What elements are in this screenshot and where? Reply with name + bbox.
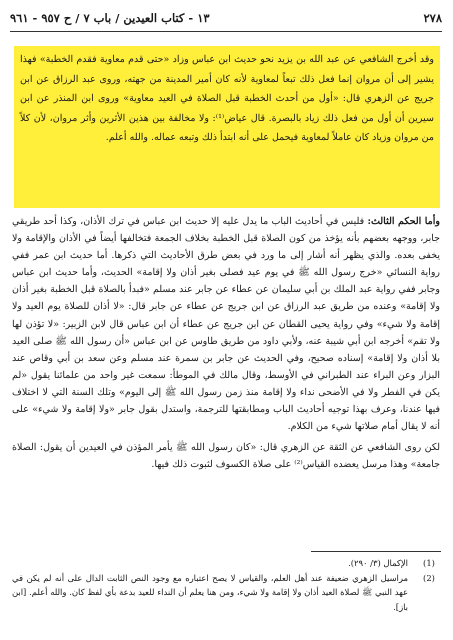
footnote-text: الإكمال (٣/ ٢٩٠). <box>348 558 408 568</box>
running-title: ١٣ - كتاب العيدين / باب ٧ / ح ٩٥٧ - ٩٦١ <box>10 11 210 25</box>
footnote-2 <box>12 571 440 615</box>
header-rule <box>10 31 442 32</box>
highlighted-paragraph: وقد أخرج الشافعي عن عبد الله بن يزيد نحو حديث ابن عباس وزاد «حتى قدم معاوية فقدم الخطبة» فهذا يشير إلى أن مروان إنما فعل ذلك تبعاً لمعاوية لأنه كان أمير المدينة من جهته، وروى عبد الرزاق عن ابن جريج عن الزهري قال: «أول من أحدث الخطبة قبل الصلاة في العيد معاوية» وروى ابن المنذر عن ابن سيرين أن أول من فعل ذلك زياد بالبصرة. قال عياض⁽¹⁾: ولا مخالفة بين هذين الأثرين وأثر مروان، لأن كلاً من مروان وزياد كان عاملاً لمعاوية فيحمل على أنه ابتدأ ذلك وتبعه عماله. والله أعلم. <box>20 54 434 144</box>
paragraph-shafii: لكن روى الشافعي عن الثقة عن الزهري قال: «كان رسول الله ﷺ يأمر المؤذن في العيدين أن يقول: الصلاة جامعة» وهذا مرسل يعضده القياس⁽²⁾ على صلاة الكسوف لثبوت ذلك فيها. <box>12 442 440 471</box>
ruling-heading: وأما الحكم الثالث: <box>367 216 440 227</box>
page-header <box>10 8 442 28</box>
paragraph-text: فليس في أحاديث الباب ما يدل عليه إلا حديث ابن عباس في ترك الأذان، وكذا أحد طريقي جابر، ووجهه بعضهم بأنه يؤخذ من كون الصلاة قبل الخطبة بخلاف الجمعة فتخالفها أيضاً في الأذان والإقامة ولا يخفى بعده. والذي يظهر أنه أشار إلى ما ورد في بعض طرق الأحاديث التي ذكرها. أما حديث ابن عمر ففي رواية النسائي «خرج رسول الله ﷺ في يوم عيد فصلى بغير أذان ولا إقامة» الحديث، وأما حديث ابن عباس وجابر ففي رواية عبد الملك بن أبي سليمان عن عطاء عن جابر عند مسلم «فبدأ بالصلاة قبل الخطبة بغير أذان ولا إقامة» وعنده من طريق عبد الرزاق عن ابن جريج عن عطاء عن جابر قال: «لا أذان للصلاة يوم العيد ولا إقامة ولا شيء» وفي رواية يحيى القطان عن ابن جريج عن عطاء أن ابن عباس قال لابن الزبير: «لا تؤذن لها ولا تقم» أخرجه ابن أبي شيبة عنه، ولأبي داود من طريق طاوس عن ابن عباس «أن رسول الله ﷺ صلى العيد بلا أذان ولا إقامة» إسناده صحيح، وفي الحديث عن جابر بن سمرة عند مسلم وعن سعد بن أبي وقاص عند البزار وعن البراء عند الطبراني في الأوسط، وقال مالك في الموطأ: سمعت غير واحد من علمائنا يقول «لم يكن في الفطر ولا في الأضحى نداء ولا إقامة منذ زمن رسول الله ﷺ إلى اليوم» وتلك السنة التي لا اختلاف فيها عندنا، وعرف بهذا توجيه أحاديث الباب ومطابقتها للترجمة، واستدل بقول جابر «ولا إقامة ولا شيء» على أنه لا يقال أمام صلاتها شيء من الكلام. <box>12 216 440 433</box>
footnote-number: (1) <box>423 558 435 568</box>
main-text <box>12 213 440 543</box>
footnote-1 <box>12 556 440 571</box>
page-number: ٢٧٨ <box>423 11 442 25</box>
footnotes <box>12 556 440 634</box>
footnote-number: (2) <box>423 572 435 583</box>
footnote-separator <box>311 551 441 552</box>
paragraph-third-ruling <box>12 213 440 435</box>
footnote-text: مراسيل الزهري ضعيفة عند أهل العلم، والقياس لا يصح اعتباره مع وجود النص الثابت الدال على أنه لم يكن في عهد النبي ﷺ لصلاة العيد أذان ولا إقامة ولا شيء، ومن هنا يعلم أن النداء للعيد بدعة بأي لفظ كان. والله أعلم. [ابن باز]. <box>12 572 408 612</box>
highlighted-passage <box>14 46 440 208</box>
